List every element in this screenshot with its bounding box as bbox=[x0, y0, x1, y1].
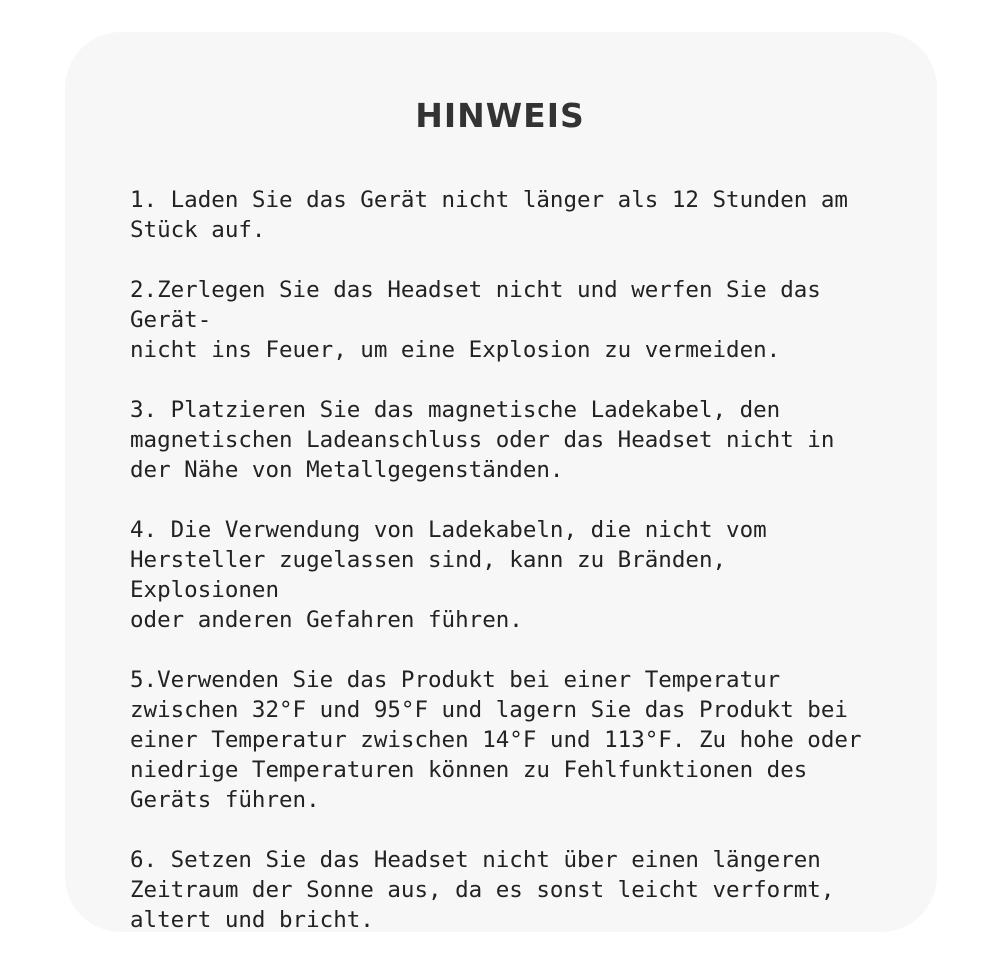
notice-item-6: 6. Setzen Sie das Headset nicht über einen längeren Zeitraum der Sonne aus, da es sonst leicht verformt, altert und bricht. bbox=[130, 847, 835, 933]
notice-title: HINWEIS bbox=[415, 96, 585, 135]
notice-item-3: 3. Platzieren Sie das magnetische Ladekabel, den magnetischen Ladeanschluss oder das Headset nicht in der Nähe von Metallgegenständen. bbox=[130, 397, 835, 483]
notice-item-5: 5.Verwenden Sie das Produkt bei einer Temperatur zwischen 32°F und 95°F und lagern Sie das Produkt bei einer Temperatur zwischen 14°F und 113°F. Zu hohe oder niedrige Temperaturen können zu Fehlfunktionen des Geräts führen. bbox=[130, 667, 862, 813]
notice-item-4: 4. Die Verwendung von Ladekabeln, die nicht vom Hersteller zugelassen sind, kann zu Bränden, Explosionen oder anderen Gefahren führen. bbox=[130, 517, 767, 633]
notice-item-2: 2.Zerlegen Sie das Headset nicht und werfen Sie das Gerät- nicht ins Feuer, um eine Explosion zu vermeiden. bbox=[130, 277, 821, 363]
notice-list bbox=[130, 185, 870, 965]
notice-item-1: 1. Laden Sie das Gerät nicht länger als 12 Stunden am Stück auf. bbox=[130, 187, 848, 243]
